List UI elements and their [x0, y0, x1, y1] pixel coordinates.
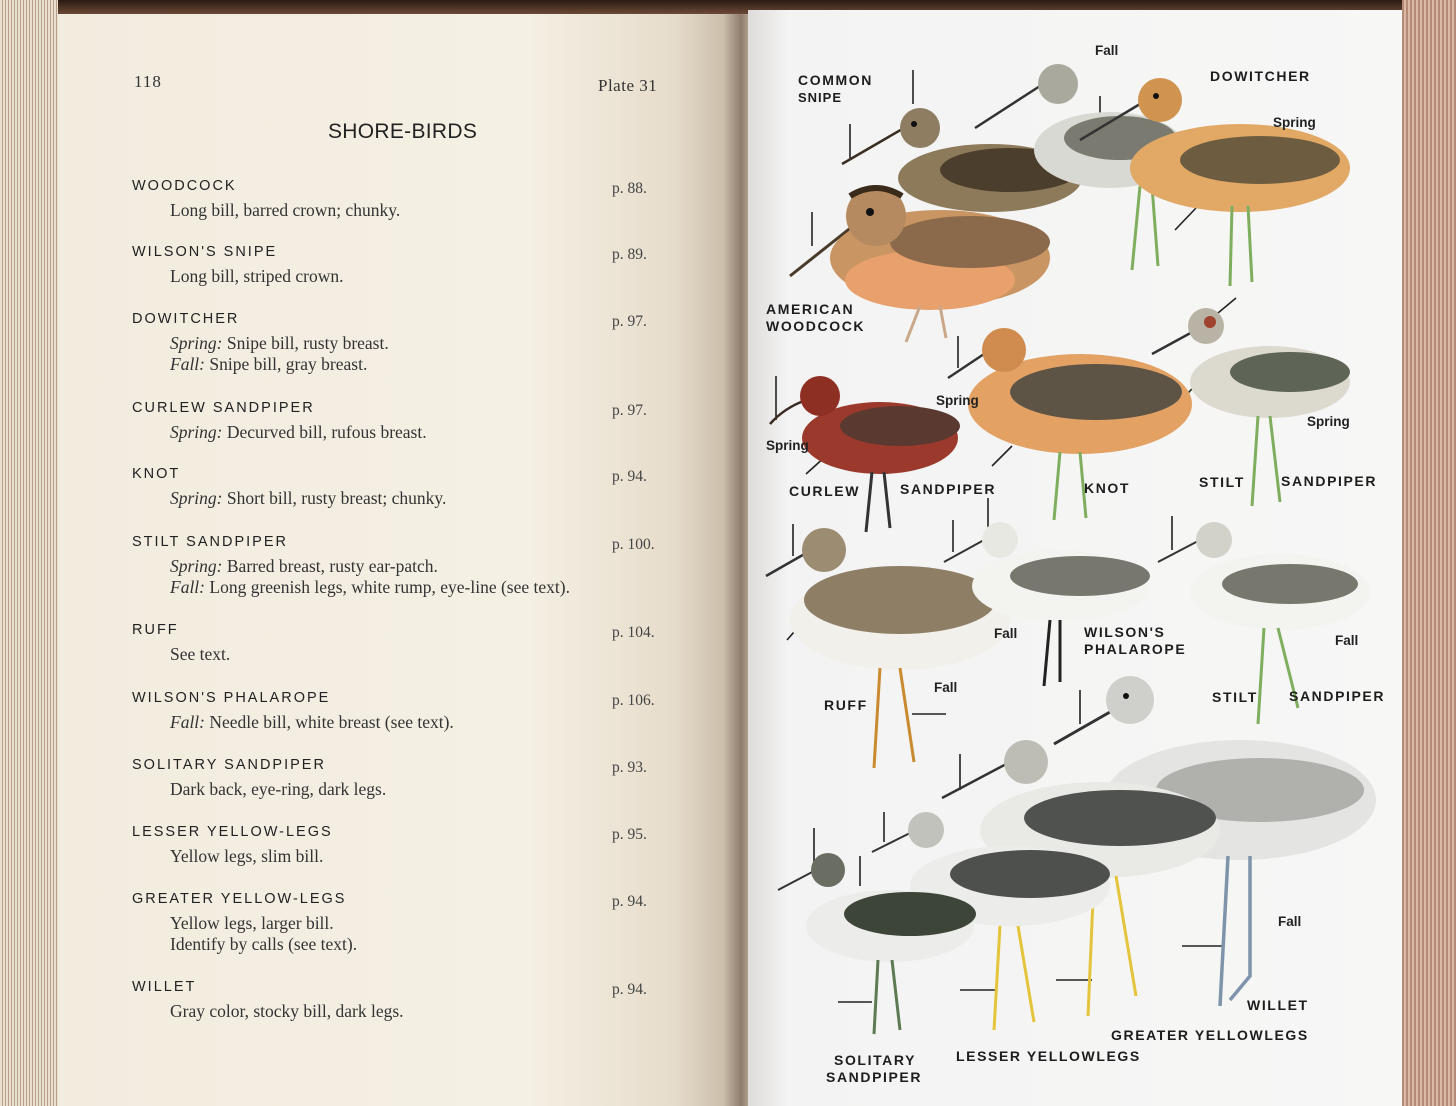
label-american-woodcock: AMERICAN WOODCOCK: [766, 301, 866, 334]
season-label: Fall:: [170, 577, 205, 597]
species-page-ref: p. 95.: [612, 826, 647, 843]
label-stilt-spring-2: SANDPIPER: [1281, 473, 1378, 489]
description-text: Dark back, eye-ring, dark legs.: [170, 779, 387, 799]
species-name: DOWITCHER: [132, 311, 240, 327]
description-text: Long greenish legs, white rump, eye-line (see text).: [209, 577, 570, 597]
description-text: Long bill, barred crown; chunky.: [170, 200, 401, 220]
species-page-ref: p. 93.: [612, 759, 647, 776]
label-greater-yellowlegs: GREATER YELLOWLEGS: [1111, 1027, 1309, 1043]
species-name: GREATER YELLOW-LEGS: [132, 891, 347, 907]
label-solitary-sandpiper: SOLITARY SANDPIPER: [826, 1052, 923, 1085]
page-number: 118: [134, 72, 162, 91]
label-ruff-fall: Fall: [934, 680, 958, 695]
label-wilsons-phalarope: WILSON'S PHALAROPE: [1084, 624, 1187, 657]
description-text: Short bill, rusty breast; chunky.: [226, 488, 447, 508]
species-name: CURLEW SANDPIPER: [132, 400, 315, 416]
species-page-ref: p. 94.: [612, 893, 647, 910]
species-page-ref: p. 94.: [612, 981, 647, 998]
species-name: KNOT: [132, 466, 181, 482]
species-name: STILT SANDPIPER: [132, 534, 288, 550]
species-name: WILLET: [132, 979, 197, 995]
label-stilt-spring: Spring: [1307, 414, 1350, 429]
season-label: Spring:: [170, 556, 223, 576]
description-text: See text.: [170, 644, 231, 664]
species-name: WILSON'S PHALAROPE: [132, 690, 331, 706]
label-knot: KNOT: [1084, 480, 1131, 496]
season-label: Spring:: [170, 422, 223, 442]
label-stilt-fall-2: SANDPIPER: [1289, 688, 1386, 704]
description-text: Gray color, stocky bill, dark legs.: [170, 1001, 404, 1021]
description-text: Barred breast, rusty ear-patch.: [226, 556, 438, 576]
species-page-ref: p. 104.: [612, 624, 655, 641]
description-text: Decurved bill, rufous breast.: [226, 422, 427, 442]
plate-number: Plate 31: [598, 76, 658, 95]
ruff-bird: [766, 528, 1010, 768]
description-text: Long bill, striped crown.: [170, 266, 344, 286]
species-page-ref: p. 97.: [612, 402, 647, 419]
label-lesser-yellowlegs: LESSER YELLOWLEGS: [956, 1048, 1141, 1064]
species-name: WILSON'S SNIPE: [132, 244, 278, 260]
label-knot-spring: Spring: [936, 393, 979, 408]
season-label: Fall:: [170, 354, 205, 374]
species-name: LESSER YELLOW-LEGS: [132, 824, 333, 840]
label-curlew-spring: Spring: [766, 438, 809, 453]
season-label: Spring:: [170, 488, 223, 508]
species-name: SOLITARY SANDPIPER: [132, 757, 326, 773]
description-text: Snipe bill, gray breast.: [209, 354, 368, 374]
label-dowitcher-spring: Spring: [1273, 115, 1316, 130]
species-page-ref: p. 88.: [612, 180, 647, 197]
label-dowitcher: DOWITCHER: [1210, 68, 1311, 84]
species-page-ref: p. 89.: [612, 246, 647, 263]
label-willet: WILLET: [1247, 997, 1309, 1013]
label-stilt-spring-1: STILT: [1199, 474, 1245, 490]
season-label: Fall:: [170, 712, 205, 732]
species-name: WOODCOCK: [132, 178, 237, 194]
description-text: Yellow legs, larger bill.: [170, 913, 334, 933]
label-dowitcher-fall: Fall: [1095, 43, 1119, 58]
label-common-snipe: COMMON SNIPE: [798, 72, 873, 105]
label-curlew-sandpiper: SANDPIPER: [900, 481, 997, 497]
page-title: SHORE-BIRDS: [328, 120, 478, 143]
species-page-ref: p. 100.: [612, 536, 655, 553]
description-text: Needle bill, white breast (see text).: [209, 712, 454, 732]
label-ruff: RUFF: [824, 697, 868, 713]
species-page-ref: p. 106.: [612, 692, 655, 709]
description-text: Identify by calls (see text).: [170, 934, 358, 954]
label-stilt-fall-1: STILT: [1212, 689, 1258, 705]
species-page-ref: p. 97.: [612, 313, 647, 330]
species-page-ref: p. 94.: [612, 468, 647, 485]
label-willet-fall: Fall: [1278, 914, 1302, 929]
curlew-sandpiper-bird: [770, 376, 960, 532]
label-phalarope-fall: Fall: [994, 626, 1018, 641]
label-stilt-fall: Fall: [1335, 633, 1359, 648]
species-name: RUFF: [132, 622, 179, 638]
label-curlew: CURLEW: [789, 483, 861, 499]
season-label: Spring:: [170, 333, 223, 353]
description-text: Yellow legs, slim bill.: [170, 846, 324, 866]
description-text: Snipe bill, rusty breast.: [226, 333, 389, 353]
